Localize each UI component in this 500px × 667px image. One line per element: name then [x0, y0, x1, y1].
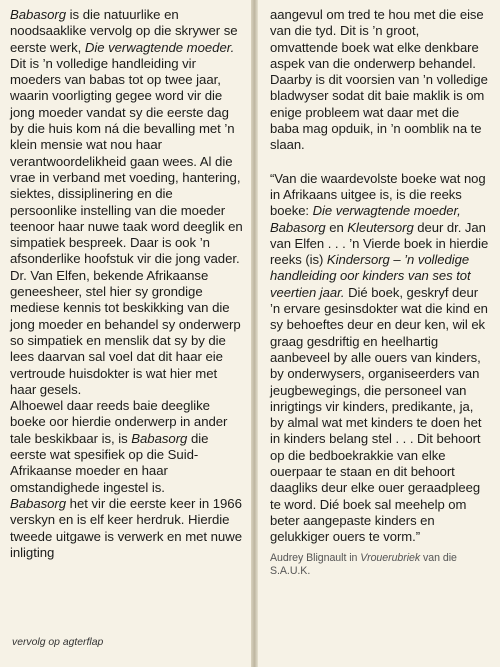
text-run: deur dr. Jan van Elfen . . . ’n Vierde boek in hierdie reeks (is): [270, 219, 489, 268]
italic-text-run: Babasorg: [131, 430, 188, 446]
review-quote: [270, 171, 490, 546]
italic-text-run: Kleutersorg: [347, 219, 414, 235]
italic-text-run: Vrouerubriek: [360, 551, 421, 564]
right-flap-column: [258, 0, 500, 667]
italic-text-run: Die verwagtende moeder.: [84, 39, 235, 55]
text-run: Alhoewel daar reeds baie deeglike boeke oor hierdie onderwerp in ander tale beskikbaar is, is: [10, 398, 228, 446]
text-run: is die natuurlike en noodsaaklike vervolg op die skrywer se eerste werk,: [10, 7, 238, 55]
text-run: aangevul om tred te hou met die eise van die tyd. Dit is ’n groot, omvattende boek wat elke denkbare aspek van die onderwerp behandel. Daarby is dit voorsien van ’n volledige bladwyser sodat dit baie maklik is om enige probleem wat daar met die baba mag opduik, in ’n oomblik na te slaan.: [270, 7, 488, 153]
text-run: en: [325, 219, 348, 235]
edition-paragraph: [10, 496, 243, 561]
italic-text-run: Babasorg: [10, 495, 67, 511]
continuation-paragraph: [270, 7, 490, 154]
text-run: het vir die eerste keer in 1966 verskyn en is elf keer herdruk. Hierdie tweede uitgawe is verwerk en met nuwe inligting: [10, 495, 242, 560]
continued-note: vervolg op agterflap: [12, 637, 104, 648]
comparison-paragraph: [10, 398, 243, 496]
text-run: die eerste wat spesifiek op die Suid-Afrikaanse moeder en haar omstandighede ingestel is.: [10, 430, 209, 495]
flap-fold: [251, 0, 258, 667]
author-paragraph: [10, 268, 243, 398]
italic-text-run: Kindersorg – ’n volledige handleiding oor kinders van ses tot veertien jaar.: [270, 252, 471, 300]
text-run: Dié boek, geskryf deur ’n ervare gesinsdokter wat die kind en sy behoeftes deur en deur ken, wil ek graag gesdriftig en heelhartig aanbeveel by alle ouers van kinders, by onderwysers, organiseerders van jeugbewegings, die personeel van inrigtings vir kinders, predikante, ja, by almal wat met kinders te doen het in kinders belang stel . . . Dit behoort op die bedboekrakkie van elke ouerpaar te staan en dit behoort daagliks deur elke ouer geraadpleeg te word. Dié boek sal meehelp om beter aangepaste kinders en gelukkiger ouers te vorm.”: [270, 284, 488, 545]
quote-attribution: [270, 552, 490, 578]
intro-paragraph: [10, 7, 243, 268]
text-run: van die S.A.U.K.: [270, 551, 457, 577]
text-run: Dit is ’n volledige handleiding vir moeders van babas tot op twee jaar, waarin voorligting gegee word vir die jong moeder vandat sy die eerste dag by die huis kom ná die bevalling met ’n klein mensie wat nou haar verantwoordelikheid gaan wees. Al die vrae in verband met voeding, hantering, siektes, dissiplinering en die persoonlike instelling van die moeder teenoor haar nuwe taak word deeglik en simpatiek bespreek. Daar is ook ’n afsonderlike hoofstuk vir die jong vader.: [10, 55, 243, 267]
italic-text-run: Babasorg: [10, 7, 67, 22]
text-run: Audrey Blignault in: [270, 551, 361, 564]
italic-text-run: Die verwagtende moeder, Babasorg: [270, 203, 461, 235]
text-run: “Van die waardevolste boeke wat nog in Afrikaans uitgee is, is die reeks boeke:: [270, 170, 486, 219]
text-run: Dr. Van Elfen, bekende Afrikaanse geneesheer, stel hier sy grondige mediese kennis tot beskikking van die jong moeder en behandel sy onderwerp so simpatiek en menslik dat sy by die lees daarvan sal voel dat dit haar eie vertroude huisdokter is wat hier met haar gesels.: [10, 267, 241, 397]
